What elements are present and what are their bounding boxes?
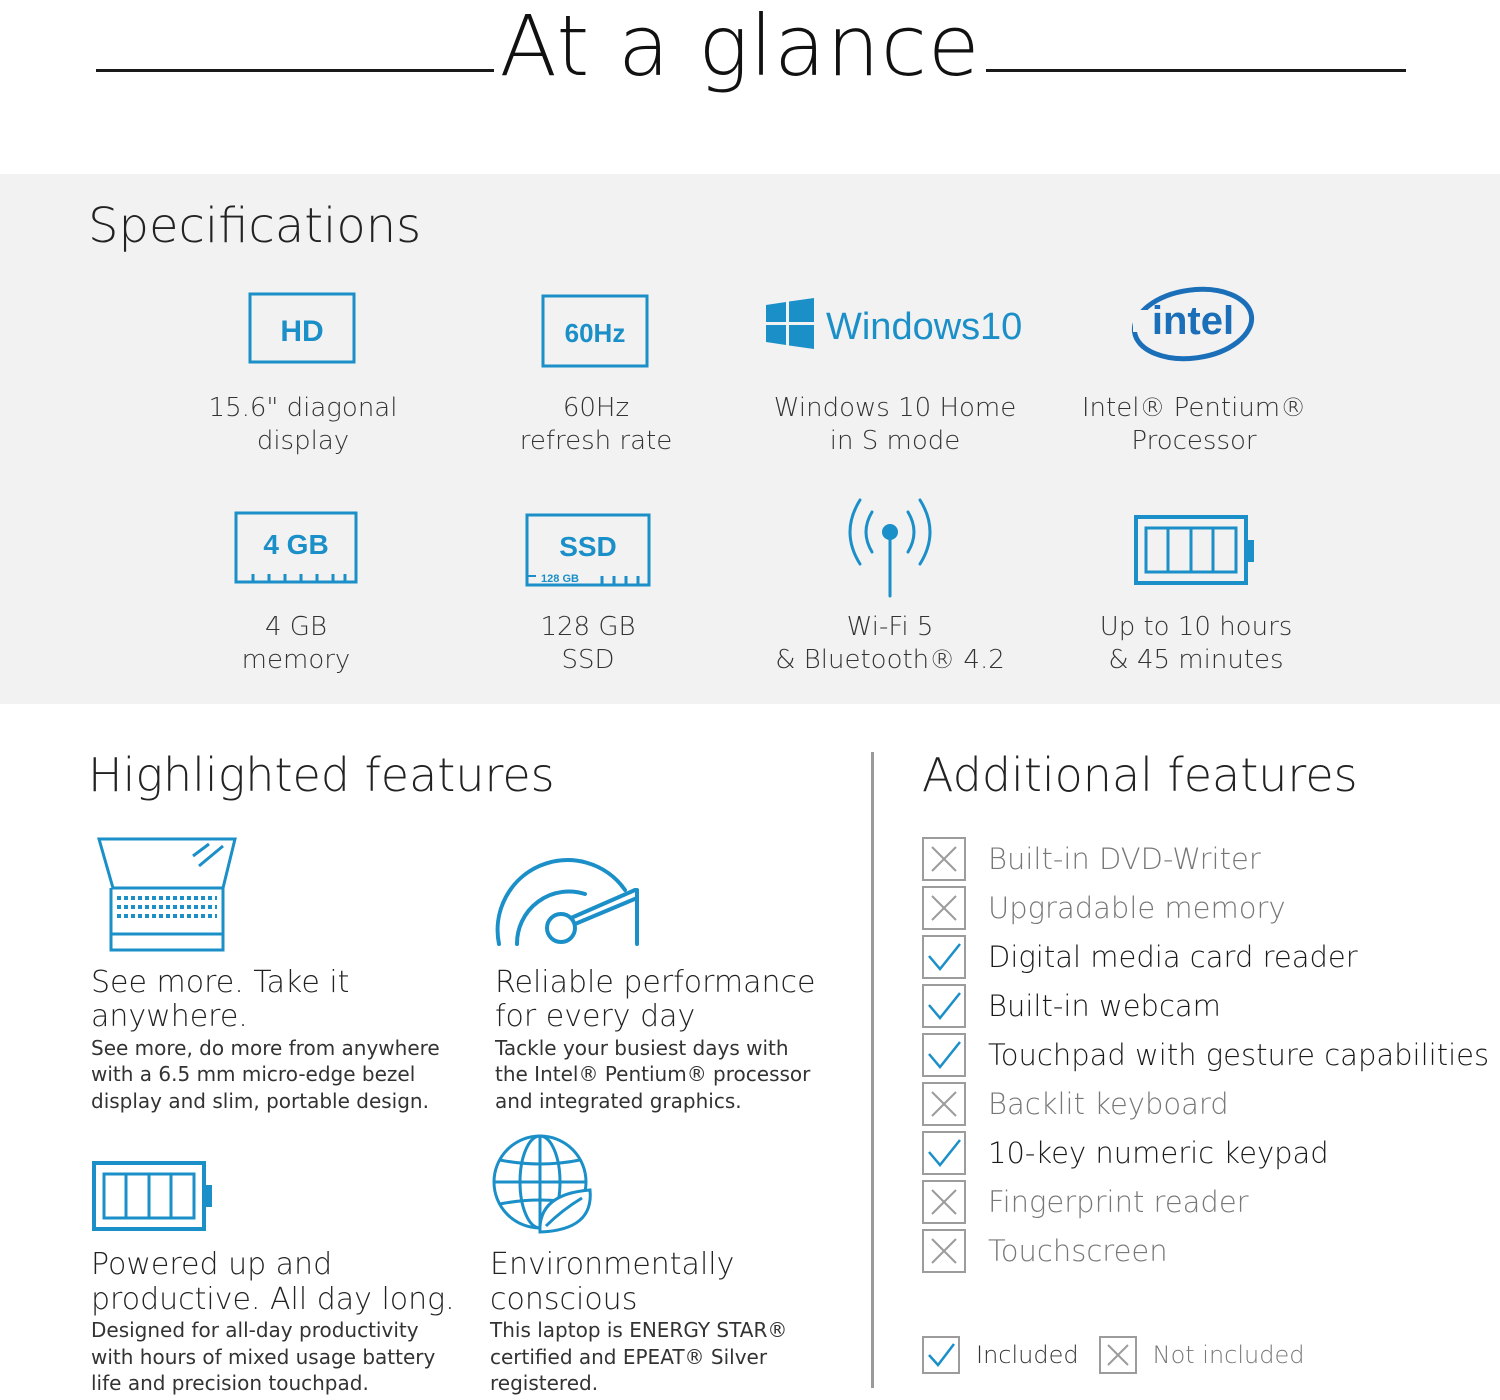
- spec-label-line2: Processor: [1131, 426, 1257, 456]
- legend-included-label: Included: [976, 1341, 1079, 1369]
- feature-heading-line2: for every day: [495, 999, 696, 1034]
- refresh-rate-icon: [446, 294, 746, 368]
- feature-body-line: display and slim, portable design.: [91, 1089, 429, 1113]
- additional-feature-label: 10-key numeric keypad: [988, 1135, 1329, 1170]
- additional-feature-item: [922, 1177, 1482, 1226]
- feature-body-line: the Intel® Pentium® processor: [495, 1062, 811, 1086]
- additional-feature-item: [922, 932, 1482, 981]
- wifi-antenna-icon: [740, 490, 1040, 600]
- cross-icon: [922, 886, 966, 930]
- svg-text:intel: intel: [1151, 299, 1235, 343]
- svg-text:60Hz: 60Hz: [564, 318, 626, 348]
- check-icon: [922, 1131, 966, 1175]
- spec-label-line2: memory: [241, 645, 351, 675]
- feature-heading-line2: productive. All day long.: [91, 1282, 455, 1317]
- spec-label-line1: Up to 10 hours: [1099, 612, 1293, 642]
- cross-icon: [922, 1180, 966, 1224]
- additional-feature-label: Touchpad with gesture capabilities: [988, 1037, 1490, 1072]
- additional-features-title: Additional features: [922, 748, 1358, 802]
- title-rule-left: [96, 69, 494, 72]
- feature-body-line: Designed for all-day productivity: [91, 1318, 419, 1342]
- additional-feature-label: Fingerprint reader: [988, 1184, 1249, 1219]
- additional-feature-label: Touchscreen: [988, 1233, 1168, 1268]
- svg-text:10: 10: [980, 306, 1023, 348]
- feature-heading-line2: anywhere.: [91, 999, 248, 1034]
- cross-icon: [922, 1082, 966, 1126]
- spec-label-line1: 60Hz: [562, 393, 630, 423]
- feature-body-line: See more, do more from anywhere: [91, 1036, 440, 1060]
- additional-feature-label: Digital media card reader: [988, 939, 1358, 974]
- battery-icon: [1046, 514, 1346, 586]
- feature-heading-line1: Environmentally: [490, 1247, 735, 1282]
- check-icon: [922, 935, 966, 979]
- section-divider: [871, 752, 874, 1388]
- svg-text:HD: HD: [280, 315, 324, 348]
- title-rule-right: [986, 69, 1406, 72]
- laptop-icon: [95, 836, 237, 958]
- feature-body-line: Tackle your busiest days with: [495, 1036, 789, 1060]
- additional-features-list: [922, 834, 1490, 1275]
- feature-body-line: certified and EPEAT® Silver: [490, 1345, 768, 1369]
- svg-text:Windows: Windows: [826, 306, 981, 348]
- check-icon: [922, 1033, 966, 1077]
- globe-leaf-icon: [490, 1132, 596, 1242]
- spec-label-line1: Wi-Fi 5: [846, 612, 934, 642]
- feature-body-line: and integrated graphics.: [495, 1089, 742, 1113]
- feature-heading-line1: Reliable performance: [495, 965, 816, 1000]
- windows-logo-icon: [745, 298, 1045, 352]
- hd-display-icon: [153, 292, 453, 366]
- legend: [922, 1336, 1324, 1374]
- additional-feature-item: [922, 1226, 1482, 1275]
- check-icon: [922, 984, 966, 1028]
- spec-label-line2: in S mode: [829, 426, 961, 456]
- feature-body-line: with a 6.5 mm micro-edge bezel: [91, 1062, 416, 1086]
- spec-label-line2: refresh rate: [519, 426, 673, 456]
- spec-label-line2: SSD: [561, 645, 615, 675]
- feature-body-line: registered.: [490, 1371, 599, 1395]
- svg-text:SSD: SSD: [559, 531, 617, 562]
- cross-icon: [922, 1229, 966, 1273]
- additional-feature-item: [922, 883, 1482, 932]
- svg-text:128 GB: 128 GB: [541, 573, 579, 585]
- svg-text:4 GB: 4 GB: [263, 529, 329, 560]
- legend-not-included-label: Not included: [1152, 1341, 1305, 1369]
- memory-icon: [146, 510, 446, 586]
- additional-feature-item: [922, 981, 1482, 1030]
- spec-label-line1: Intel® Pentium®: [1081, 393, 1307, 423]
- intel-logo-icon: [1044, 280, 1344, 364]
- spec-label-line2: display: [256, 426, 350, 456]
- additional-feature-item: [922, 1128, 1482, 1177]
- page-title: At a glance: [499, 0, 981, 95]
- specifications-section: [0, 174, 1500, 704]
- speedometer-icon: [495, 850, 641, 952]
- ssd-icon: [438, 512, 738, 588]
- additional-feature-item: [922, 1079, 1482, 1128]
- spec-label-line1: 15.6" diagonal: [208, 393, 398, 423]
- additional-feature-item: [922, 834, 1482, 883]
- feature-heading-line2: conscious: [490, 1282, 638, 1317]
- cross-icon: [1099, 1336, 1137, 1374]
- check-icon: [922, 1336, 960, 1374]
- feature-body-line: This laptop is ENERGY STAR®: [490, 1318, 788, 1342]
- cross-icon: [922, 837, 966, 881]
- spec-label-line2: & Bluetooth® 4.2: [775, 645, 1005, 675]
- feature-body-line: life and precision touchpad.: [91, 1371, 369, 1395]
- additional-feature-label: Built-in DVD-Writer: [988, 841, 1261, 876]
- additional-feature-label: Backlit keyboard: [988, 1086, 1229, 1121]
- feature-heading-line1: See more. Take it: [91, 965, 350, 1000]
- specifications-title: Specifications: [88, 198, 422, 254]
- spec-label-line1: Windows 10 Home: [773, 393, 1017, 423]
- spec-label-line2: & 45 minutes: [1108, 645, 1284, 675]
- additional-feature-label: Built-in webcam: [988, 988, 1221, 1023]
- feature-body-line: with hours of mixed usage battery: [91, 1345, 436, 1369]
- battery-icon: [91, 1160, 215, 1236]
- spec-label-line1: 128 GB: [540, 612, 636, 642]
- additional-feature-item: [922, 1030, 1490, 1079]
- feature-heading-line1: Powered up and: [91, 1247, 333, 1282]
- additional-feature-label: Upgradable memory: [988, 890, 1286, 925]
- highlighted-features-title: Highlighted features: [88, 748, 555, 802]
- spec-label-line1: 4 GB: [265, 612, 327, 642]
